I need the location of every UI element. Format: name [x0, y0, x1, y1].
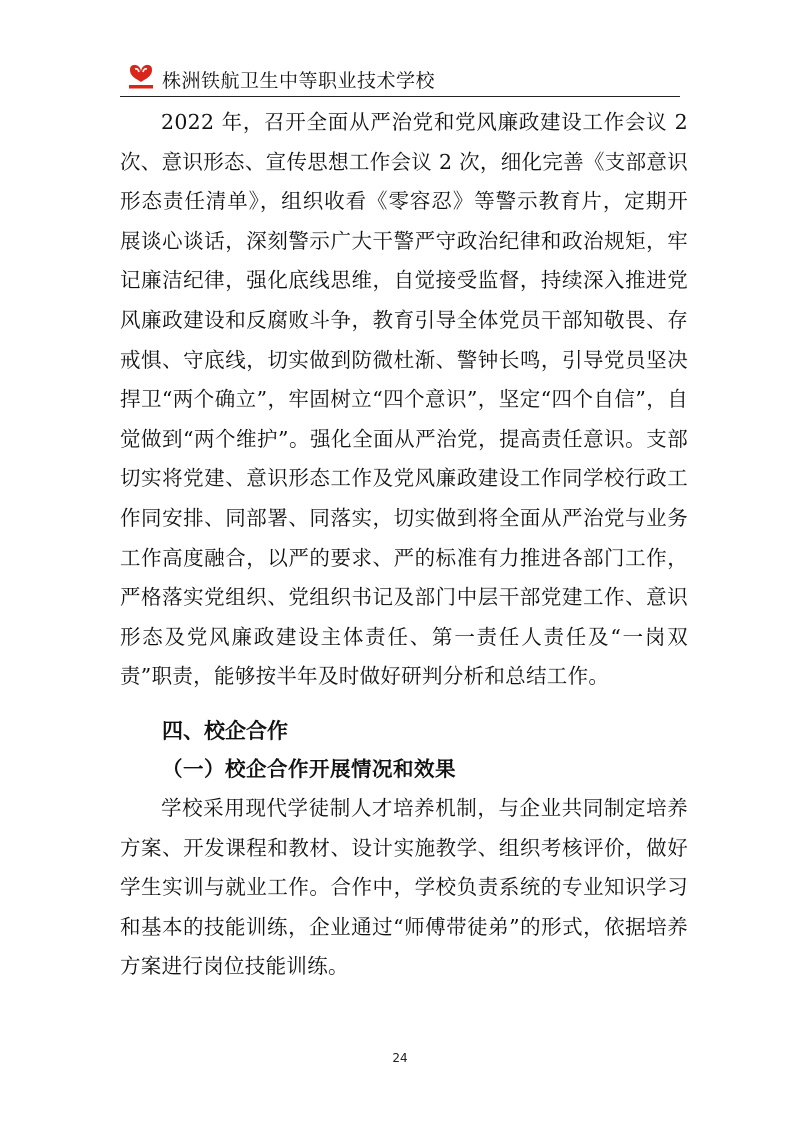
page-header — [120, 60, 680, 97]
school-name: 株洲铁航卫生中等职业技术学校 — [162, 70, 436, 92]
paragraph-school-enterprise: 学校采用现代学徒制人才培养机制，与企业共同制定培养方案、开发课程和教材、设计实施教学、组织考核评价，做好学生实训与就业工作。合作中，学校负责系统的专业知识学习和基本的技能训练，企业通过“师傅带徒弟”的形式，依据培养方案进行岗位技能训练。 — [120, 795, 688, 979]
paragraph-party-building: 2022 年，召开全面从严治党和党风廉政建设工作会议 2 次、意识形态、宣传思想工作会议 2 次，细化完善《支部意识形态责任清单》，组织收看《零容忍》等警示教育片，定期开展谈心谈话，深刻警示广大干警严守政治纪律和政治规矩，牢记廉洁纪律，强化底线思维，自觉接受监督，持续深入推进党风廉政建设和反腐败斗争，教育引导全体党员干部知敬畏、存戒惧、守底线，切实做到防微杜渐、警钟长鸣，引导党员坚决捍卫“两个确立”，牢固树立“四个意识”，坚定“四个自信”，自觉做到“两个维护”。强化全面从严治党，提高责任意识。支部切实将党建、意识形态工作及党风廉政建设工作同学校行政工作同安排、同部署、同落实，切实做到将全面从严治党与业务工作高度融合，以严的要求、严的标准有力推进各部门工作，严格落实党组织、党组织书记及部门中层干部党建工作、意识形态及党风廉政建设主体责任、第一责任人责任及“一岗双责”职责，能够按半年及时做好研判分析和总结工作。 — [120, 110, 688, 689]
school-logo-icon — [126, 62, 156, 92]
section-heading: 四、校企合作 — [162, 718, 288, 743]
subsection-heading: （一）校企合作开展情况和效果 — [162, 756, 456, 781]
page-number: 24 — [392, 1051, 408, 1065]
page-content — [120, 103, 688, 987]
